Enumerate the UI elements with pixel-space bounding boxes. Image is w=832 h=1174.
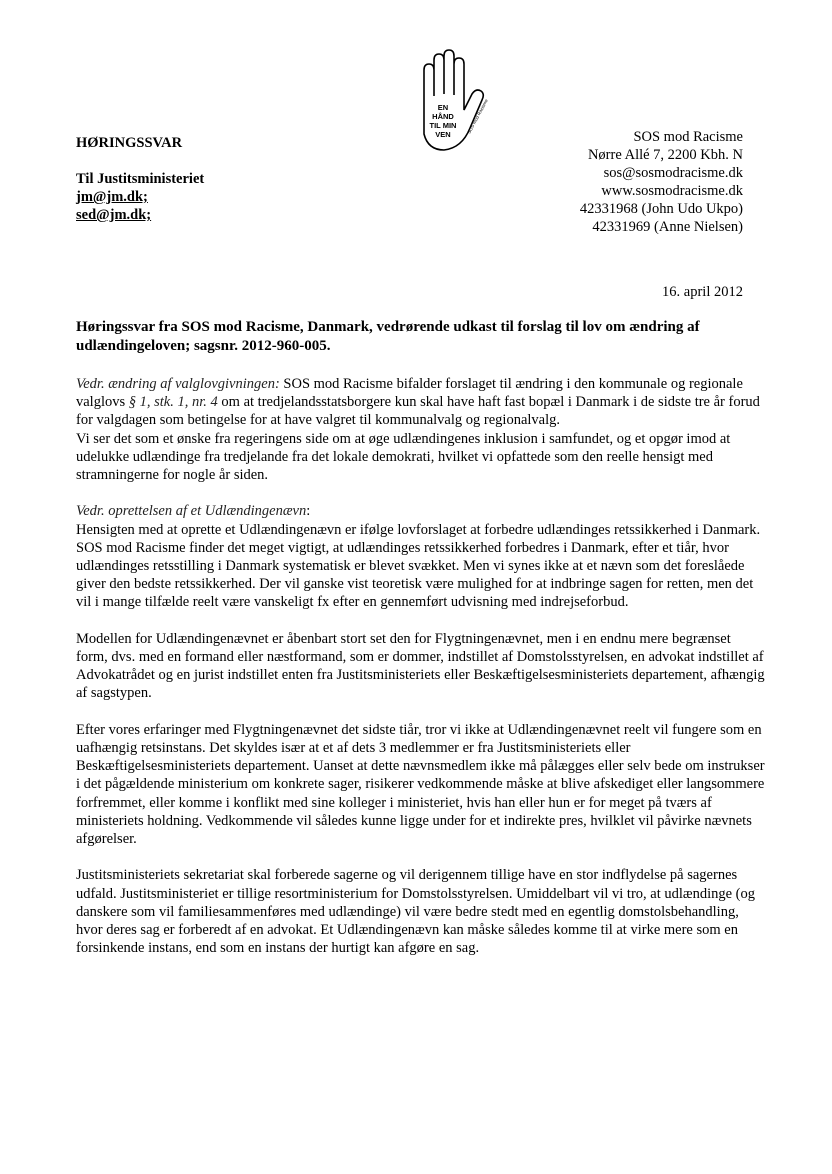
paragraph: Justitsministeriets sekretariat skal forberede sagerne og vil derigennem tillige have en stor indflydelse på sagernes udfald. Justitsministeriet er tillige resortministerium for Domstolsstyrelsen. Umiddelbart vil vi tro, at udlændinge (og danskere som vil familiesammenføres med udlændinge) vil være bedre stedt med en egentlig domstolsbehandling, hvor deres sag er forberedt af en advokat. Et Udlændingenævn kan måske således komme til at virke mere som en forsinkende instans, end som en instans der hurtigt kan afgøre en sag. (76, 867, 755, 957)
recipient: Til Justitsministeriet (76, 171, 205, 187)
subject-line: Høringssvar fra SOS mod Racisme, Danmark, vedrørende udkast til forslag til lov om ændring af udlændingeloven; sagsnr. 2012-960-005. (76, 319, 700, 354)
sender-address: Nørre Allé 7, 2200 Kbh. N (587, 147, 743, 163)
section-heading-text: Vedr. oprettelsen af et Udlændingenævn (76, 503, 307, 520)
raised-hand-icon (410, 48, 492, 160)
logo-line-2: HÅND (432, 112, 454, 121)
paragraph (76, 375, 766, 430)
heading-colon: : (306, 503, 311, 520)
logo-line-3: TIL MIN (429, 121, 457, 130)
sender-block (580, 128, 743, 236)
paragraph-text: SOS mod Racisme bifalder forslaget til ændring i den kommunale og regionale valglovs (76, 376, 743, 411)
sender-website: www.sosmodracisme.dk (601, 183, 743, 199)
logo-side-text: SOS mod Racisme (466, 98, 489, 135)
logo-line-4: VEN (435, 130, 451, 139)
addressee-block (76, 134, 204, 224)
email-link-jm[interactable]: jm@jm.dk; (76, 189, 148, 205)
organization-logo (410, 48, 492, 160)
paragraph-text: om at tredjelandsstatsborgere kun skal have haft fast bopæl i Danmark i de sidste tre år forud for valgdagen som betingelse for at have valgret til kommunalvalg og regionalvalg. (76, 394, 760, 429)
paragraph: Hensigten med at oprette et Udlændingenævn er ifølge lovforslaget at forbedre udlændinges retssikkerhed i Danmark. SOS mod Racisme finder det meget vigtigt, at udlændinges retssikkerhed forbedres i Danmark, efter et tiår, hvor udlændinges retsstilling i Danmark systematisk er blevet svækket. Men vi synes ikke at et nævn som det foreslåede giver den bedste retssikkerhed. Der vil ganske vist teoretisk være mulighed for at indbringe sagen for retten, men det vil i mange tilfælde reelt være vanskeligt fx efter en gennemført udvisning med indrejseforbud. (76, 521, 761, 611)
paragraph: Vi ser det som et ønske fra regeringens side om at øge udlændingenes inklusion i samfundet, og et opgør imod at udelukke udlændinge fra tredjelande fra det lokale demokrati, hvilket vi opfattede som den reelle hensigt med stramningerne for nogle år siden. (76, 430, 731, 484)
letter-body (76, 375, 766, 976)
logo-line-1: EN (437, 103, 449, 112)
sender-phone-2: 42331969 (Anne Nielsen) (592, 219, 743, 235)
email-link-sed[interactable]: sed@jm.dk; (76, 207, 152, 223)
sender-email: sos@sosmodracisme.dk (603, 165, 743, 181)
paragraph: Efter vores erfaringer med Flygtningenævnet det sidste tiår, tror vi ikke at Udlændingenævnet reelt vil fungere som en uafhængig retsinstans. Det skyldes især at et af dets 3 medlemmer er fra Justitsministeriets eller Beskæftigelsesministeriets departement. Uanset at dette nævnsmedlem ikke må pålægges eller selv bede om instrukser i det pågældende ministerium om konkrete sager, risikerer vedkommende måske at blive afskediget eller langsommere forfremmet, eller komme i konflikt med sine kolleger i ministeriet, hvis han eller hun er for meget på tværs af ministeriets holdning. Vedkommende vil således kunne ligge under for et indirekte pres, hvilklet vil påvirke nævnets afgørelser. (76, 721, 765, 848)
letter-date: 16. april 2012 (662, 284, 743, 300)
paragraph: Modellen for Udlændingenævnet er åbenbart stort set den for Flygtningenævnet, men i en endnu mere begrænset form, dvs. med en formand eller næstformand, som er dommer, indstillet af Domstolsstyrelsen, en advokat indstillet af Advokatrådet og en jurist indstillet enten fra Justitsministeriets eller Beskæftigelsesministeriets departement, afhængig af sagstypen. (76, 630, 765, 702)
section-heading-valglov: Vedr. ændring af valglovgivningen: (76, 376, 280, 392)
document-title: HØRINGSSVAR (76, 135, 183, 151)
section-heading-naevn (76, 502, 766, 520)
sender-name: SOS mod Racisme (633, 129, 743, 145)
law-reference: § 1, stk. 1, nr. 4 (128, 394, 218, 411)
sender-phone-1: 42331968 (John Udo Ukpo) (579, 201, 743, 217)
